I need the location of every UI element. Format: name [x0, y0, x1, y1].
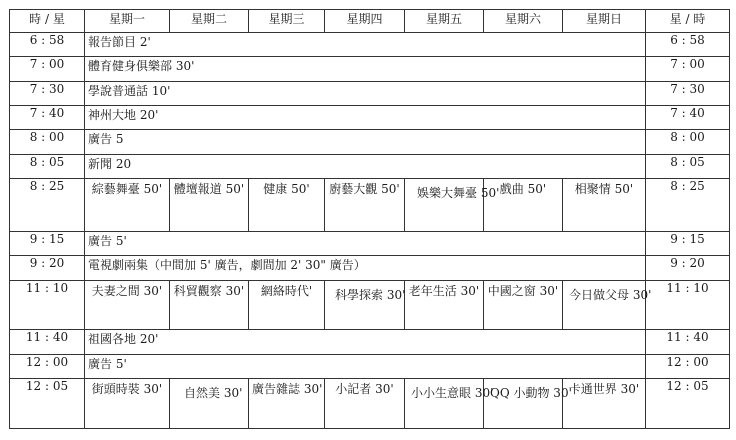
time-left: 9 : 20	[10, 256, 85, 280]
program-all-week: 廣告 5'	[85, 354, 646, 378]
time-left: 11 : 10	[10, 280, 85, 330]
program-sat: QQ 小動物 30'	[484, 379, 563, 429]
program-all-week: 廣告 5'	[85, 232, 646, 256]
header-day-fri: 星期五	[405, 10, 484, 33]
time-left: 7 : 00	[10, 57, 85, 81]
time-right: 7 : 30	[646, 81, 730, 105]
schedule-row	[10, 105, 730, 129]
time-left: 8 : 05	[10, 154, 85, 178]
header-day-mon: 星期一	[85, 10, 170, 33]
program-wed: 廣告雜誌 30'	[249, 379, 325, 429]
program-fri: 小小生意眼 30'	[405, 379, 484, 429]
program-all-week: 祖國各地 20'	[85, 330, 646, 354]
schedule-row	[10, 379, 730, 429]
program-mon: 綜藝舞臺 50'	[85, 178, 170, 231]
program-all-week: 廣告 5	[85, 130, 646, 154]
header-row	[10, 10, 730, 33]
time-right: 11 : 10	[646, 280, 730, 330]
schedule-row	[10, 280, 730, 330]
time-right: 6 : 58	[646, 33, 730, 57]
time-left: 11 : 40	[10, 330, 85, 354]
schedule-row	[10, 154, 730, 178]
header-day-thu: 星期四	[325, 10, 405, 33]
time-left: 6 : 58	[10, 33, 85, 57]
time-right: 7 : 40	[646, 105, 730, 129]
time-left: 7 : 30	[10, 81, 85, 105]
program-sun: 相聚情 50'	[563, 178, 646, 231]
program-sun: 今日做父母 30'	[563, 280, 646, 330]
program-thu: 廚藝大觀 50'	[325, 178, 405, 231]
program-sat: 中國之窗 30'	[484, 280, 563, 330]
time-right: 11 : 40	[646, 330, 730, 354]
program-all-week: 新聞 20	[85, 154, 646, 178]
header-day-sun: 星期日	[563, 10, 646, 33]
header-time-left: 時 / 星	[10, 10, 85, 33]
program-wed: 網絡時代'	[249, 280, 325, 330]
program-thu: 科學探索 30'	[325, 280, 405, 330]
program-sun: 卡通世界 30'	[563, 379, 646, 429]
time-right: 8 : 25	[646, 178, 730, 231]
program-all-week: 體育健身俱樂部 30'	[85, 57, 646, 81]
program-sat: 戲曲 50'	[484, 178, 563, 231]
time-left: 8 : 25	[10, 178, 85, 231]
program-all-week: 電視劇兩集（中間加 5' 廣告，劇間加 2' 30" 廣告）	[85, 256, 646, 280]
tv-schedule-table	[9, 9, 730, 429]
time-left: 8 : 00	[10, 130, 85, 154]
schedule-row	[10, 354, 730, 378]
schedule-row	[10, 130, 730, 154]
header-day-wed: 星期三	[249, 10, 325, 33]
time-left: 9 : 15	[10, 232, 85, 256]
time-right: 8 : 05	[646, 154, 730, 178]
program-fri: 老年生活 30'	[405, 280, 484, 330]
program-wed: 健康 50'	[249, 178, 325, 231]
program-mon: 街頭時裝 30'	[85, 379, 170, 429]
program-all-week: 學說普通話 10'	[85, 81, 646, 105]
time-left: 12 : 05	[10, 379, 85, 429]
schedule-row	[10, 256, 730, 280]
header-day-sat: 星期六	[484, 10, 563, 33]
program-tue: 科貿觀察 30'	[170, 280, 249, 330]
schedule-row	[10, 57, 730, 81]
time-right: 8 : 00	[646, 130, 730, 154]
program-all-week: 神州大地 20'	[85, 105, 646, 129]
schedule-row	[10, 81, 730, 105]
schedule-row	[10, 178, 730, 231]
time-right: 9 : 20	[646, 256, 730, 280]
time-right: 12 : 05	[646, 379, 730, 429]
time-right: 9 : 15	[646, 232, 730, 256]
schedule-row	[10, 33, 730, 57]
time-right: 12 : 00	[646, 354, 730, 378]
time-left: 7 : 40	[10, 105, 85, 129]
program-thu: 小記者 30'	[325, 379, 405, 429]
program-all-week: 報告節目 2'	[85, 33, 646, 57]
program-tue: 體壇報道 50'	[170, 178, 249, 231]
header-time-right: 星 / 時	[646, 10, 730, 33]
time-right: 7 : 00	[646, 57, 730, 81]
time-left: 12 : 00	[10, 354, 85, 378]
program-fri: 娛樂大舞臺 50'	[405, 178, 484, 231]
schedule-row	[10, 330, 730, 354]
header-day-tue: 星期二	[170, 10, 249, 33]
program-tue: 自然美 30'	[170, 379, 249, 429]
schedule-row	[10, 232, 730, 256]
program-mon: 夫妻之間 30'	[85, 280, 170, 330]
